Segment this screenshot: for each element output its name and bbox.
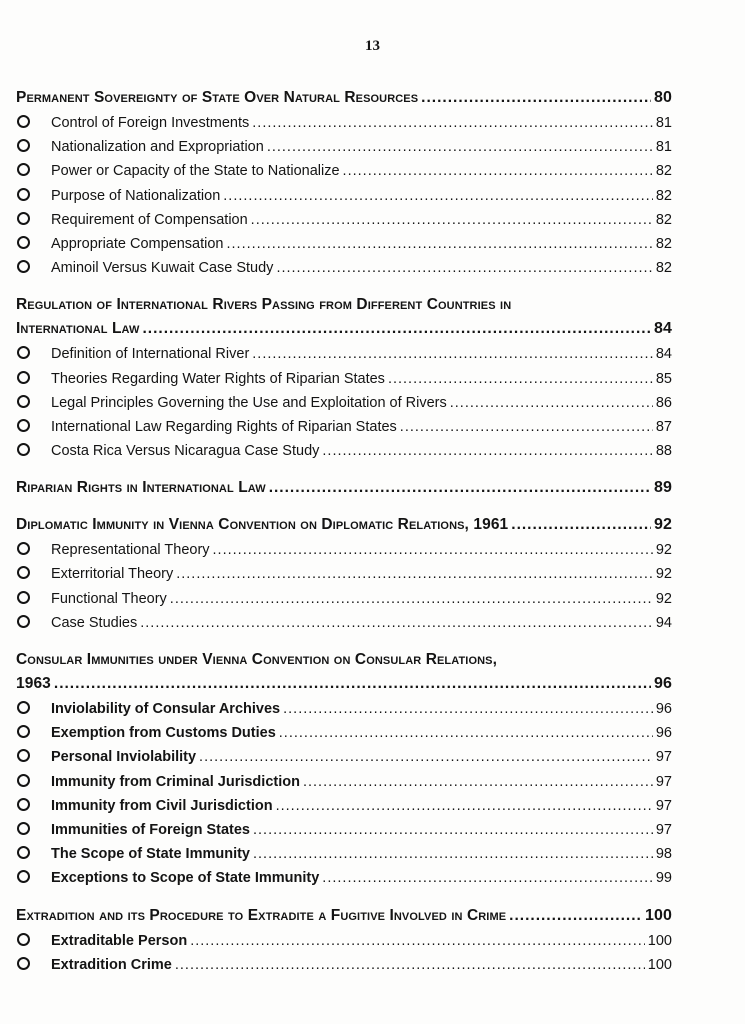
toc-entry <box>16 794 672 818</box>
entry-page: 87 <box>655 418 672 435</box>
entry-page: 86 <box>655 394 672 411</box>
dot-leader <box>175 953 645 977</box>
entry-page: 97 <box>655 749 672 766</box>
entry-page: 100 <box>647 932 672 949</box>
dot-leader <box>283 697 653 721</box>
entry-page: 97 <box>655 773 672 790</box>
entry-text: Case Studies <box>51 614 138 631</box>
entry-text: The Scope of State Immunity <box>51 846 250 863</box>
entry-page: 98 <box>655 846 672 863</box>
entry-text: Immunities of Foreign States <box>51 821 250 838</box>
toc-entry <box>16 159 672 183</box>
section-heading <box>16 476 672 500</box>
toc-entry <box>16 184 672 208</box>
dot-leader <box>54 672 651 696</box>
toc-entry <box>16 538 672 562</box>
heading-text: Consular Immunities under Vienna Convention on Consular Relations, <box>16 651 497 668</box>
entry-text: Exterritorial Theory <box>51 566 174 583</box>
heading-page: 96 <box>654 675 672 692</box>
circle-bullet-icon <box>16 745 51 769</box>
circle-bullet-icon <box>16 415 51 439</box>
dot-leader <box>251 208 653 232</box>
toc-entry <box>16 953 672 977</box>
heading-page: 92 <box>654 516 672 534</box>
toc-section <box>16 648 672 891</box>
entry-page: 92 <box>655 542 672 559</box>
toc-section <box>16 513 672 635</box>
heading-text: Permanent Sovereignty of State Over Natural Resources <box>16 89 419 106</box>
circle-bullet-icon <box>16 184 51 208</box>
circle-bullet-icon <box>16 391 51 415</box>
entry-text: Definition of International River <box>51 346 250 363</box>
dot-leader <box>400 415 653 439</box>
dot-leader <box>199 745 653 769</box>
heading-page: 84 <box>654 320 672 338</box>
dot-leader <box>253 818 653 842</box>
entry-text: Immunity from Civil Jurisdiction <box>51 797 273 814</box>
circle-bullet-icon <box>16 538 51 562</box>
toc-entry <box>16 111 672 135</box>
entry-text: Functional Theory <box>51 590 167 607</box>
dot-leader <box>276 256 652 280</box>
circle-bullet-icon <box>16 135 51 159</box>
dot-leader <box>142 317 651 341</box>
entry-text: Exemption from Customs Duties <box>51 725 276 742</box>
entry-text: Power or Capacity of the State to Nationalize <box>51 163 340 180</box>
entry-text: International Law Regarding Rights of Riparian States <box>51 418 397 435</box>
circle-bullet-icon <box>16 721 51 745</box>
heading-page: 80 <box>654 89 672 106</box>
toc-entry <box>16 367 672 391</box>
dot-leader <box>223 184 653 208</box>
heading-text: Riparian Rights in International Law <box>16 479 266 497</box>
circle-bullet-icon <box>16 794 51 818</box>
entry-text: Purpose of Nationalization <box>51 187 221 204</box>
entry-page: 82 <box>655 163 672 180</box>
heading-text-continued: 1963 <box>16 675 51 692</box>
entry-text: Personal Inviolability <box>51 749 197 766</box>
toc-entry <box>16 866 672 890</box>
dot-leader <box>140 611 653 635</box>
section-heading <box>16 86 672 110</box>
entry-page: 92 <box>655 566 672 583</box>
dot-leader <box>511 513 651 537</box>
circle-bullet-icon <box>16 111 51 135</box>
entry-text: Immunity from Criminal Jurisdiction <box>51 773 300 790</box>
entry-page: 82 <box>655 211 672 228</box>
toc-entry <box>16 697 672 721</box>
entry-text: Control of Foreign Investments <box>51 115 250 131</box>
circle-bullet-icon <box>16 439 51 463</box>
dot-leader <box>276 794 653 818</box>
entry-text: Theories Regarding Water Rights of Riparian States <box>51 370 385 387</box>
dot-leader <box>509 904 642 928</box>
dot-leader <box>421 86 651 110</box>
circle-bullet-icon <box>16 256 51 280</box>
entry-page: 92 <box>655 590 672 607</box>
toc-entry <box>16 562 672 586</box>
toc-section <box>16 86 672 280</box>
heading-text-continued: International Law <box>16 320 140 338</box>
entry-text: Exceptions to Scope of State Immunity <box>51 870 320 887</box>
heading-page: 89 <box>654 479 672 497</box>
entry-page: 81 <box>655 115 672 131</box>
toc-entry <box>16 818 672 842</box>
toc-entry <box>16 611 672 635</box>
entry-page: 99 <box>655 870 672 887</box>
toc-entry <box>16 342 672 366</box>
toc-entry <box>16 232 672 256</box>
entry-page: 81 <box>655 139 672 156</box>
entry-page: 100 <box>647 956 672 973</box>
toc-section <box>16 476 672 500</box>
dot-leader <box>279 721 653 745</box>
circle-bullet-icon <box>16 842 51 866</box>
entry-text: Requirement of Compensation <box>51 211 248 228</box>
dot-leader <box>450 391 653 415</box>
entry-page: 82 <box>655 187 672 204</box>
entry-text: Costa Rica Versus Nicaragua Case Study <box>51 443 320 460</box>
entry-text: Aminoil Versus Kuwait Case Study <box>51 260 274 277</box>
circle-bullet-icon <box>16 611 51 635</box>
circle-bullet-icon <box>16 770 51 794</box>
dot-leader <box>269 476 651 500</box>
toc-section <box>16 293 672 463</box>
circle-bullet-icon <box>16 232 51 256</box>
page-number: 13 <box>365 38 380 54</box>
circle-bullet-icon <box>16 208 51 232</box>
circle-bullet-icon <box>16 342 51 366</box>
dot-leader <box>252 342 653 366</box>
circle-bullet-icon <box>16 953 51 977</box>
entry-page: 97 <box>655 821 672 838</box>
section-heading <box>16 293 672 341</box>
entry-text: Extraditable Person <box>51 932 188 949</box>
section-heading <box>16 648 672 696</box>
dot-leader <box>213 538 653 562</box>
toc-entry <box>16 135 672 159</box>
toc-entry <box>16 256 672 280</box>
entry-page: 82 <box>655 260 672 277</box>
entry-text: Appropriate Compensation <box>51 235 224 252</box>
dot-leader <box>190 929 645 953</box>
entry-page: 84 <box>655 346 672 363</box>
heading-page: 100 <box>645 906 672 924</box>
entry-page: 94 <box>655 614 672 631</box>
entry-page: 82 <box>655 235 672 252</box>
section-heading <box>16 904 672 928</box>
dot-leader <box>227 232 653 256</box>
entry-page: 96 <box>655 701 672 717</box>
entry-text: Legal Principles Governing the Use and Exploitation of Rivers <box>51 394 447 411</box>
dot-leader <box>343 159 653 183</box>
entry-page: 85 <box>655 370 672 387</box>
dot-leader <box>253 842 653 866</box>
entry-text: Extradition Crime <box>51 956 172 973</box>
toc-entry <box>16 415 672 439</box>
dot-leader <box>176 562 653 586</box>
table-of-contents <box>16 86 672 990</box>
toc-entry <box>16 770 672 794</box>
dot-leader <box>252 111 653 135</box>
circle-bullet-icon <box>16 866 51 890</box>
heading-text: Extradition and its Procedure to Extradite a Fugitive Involved in Crime <box>16 906 507 924</box>
circle-bullet-icon <box>16 818 51 842</box>
entry-text: Inviolability of Consular Archives <box>51 701 281 717</box>
toc-entry <box>16 842 672 866</box>
circle-bullet-icon <box>16 587 51 611</box>
entry-text: Nationalization and Expropriation <box>51 139 264 156</box>
entry-page: 96 <box>655 725 672 742</box>
heading-text: Regulation of International Rivers Passing from Different Countries in <box>16 296 512 314</box>
circle-bullet-icon <box>16 697 51 721</box>
entry-text: Representational Theory <box>51 542 210 559</box>
toc-entry <box>16 929 672 953</box>
dot-leader <box>322 439 652 463</box>
entry-page: 97 <box>655 797 672 814</box>
circle-bullet-icon <box>16 562 51 586</box>
dot-leader <box>267 135 653 159</box>
circle-bullet-icon <box>16 159 51 183</box>
section-heading <box>16 513 672 537</box>
toc-entry <box>16 745 672 769</box>
toc-entry <box>16 208 672 232</box>
toc-entry <box>16 587 672 611</box>
dot-leader <box>170 587 653 611</box>
heading-text: Diplomatic Immunity in Vienna Convention on Diplomatic Relations, 1961 <box>16 516 509 534</box>
toc-entry <box>16 721 672 745</box>
toc-entry <box>16 391 672 415</box>
entry-page: 88 <box>655 443 672 460</box>
circle-bullet-icon <box>16 367 51 391</box>
toc-entry <box>16 439 672 463</box>
circle-bullet-icon <box>16 929 51 953</box>
dot-leader <box>322 866 653 890</box>
dot-leader <box>303 770 653 794</box>
dot-leader <box>388 367 653 391</box>
toc-section <box>16 904 672 977</box>
